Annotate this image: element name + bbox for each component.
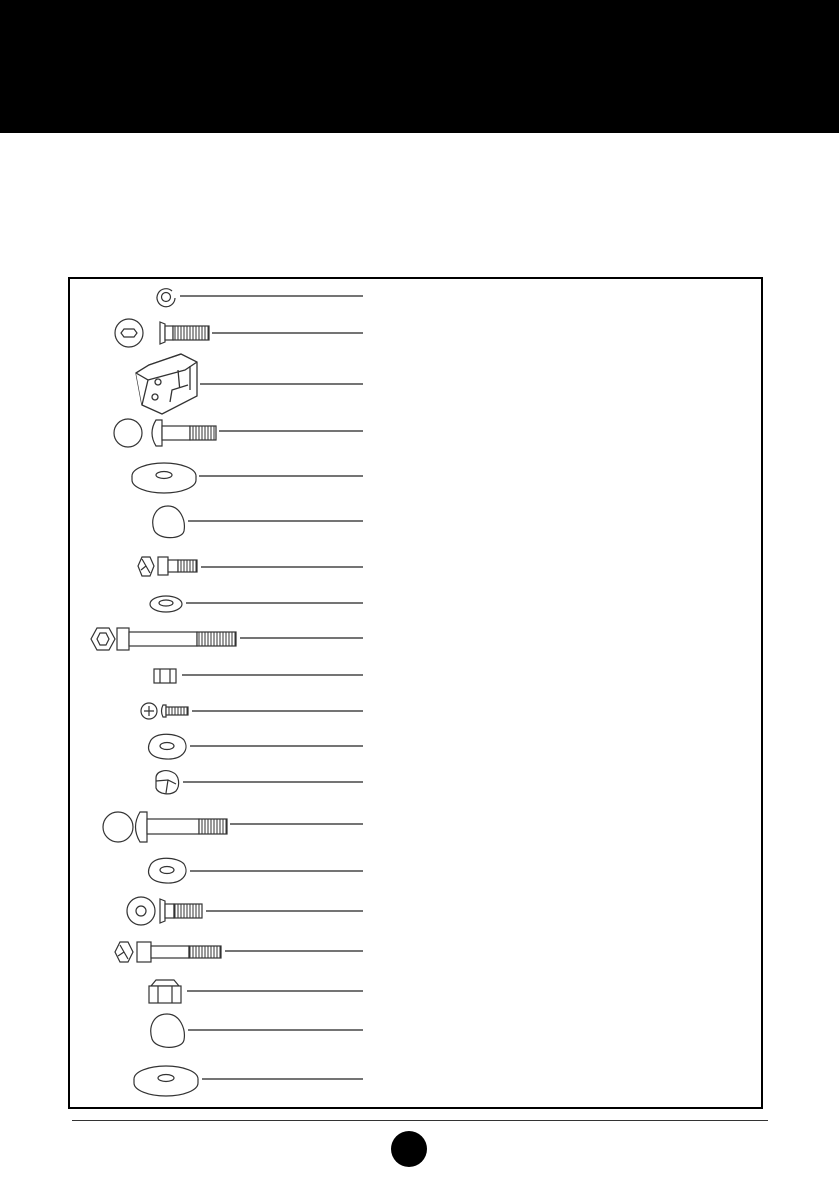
parts-box	[68, 277, 763, 1109]
footer-rule	[72, 1120, 768, 1121]
page-marker	[391, 1131, 427, 1167]
